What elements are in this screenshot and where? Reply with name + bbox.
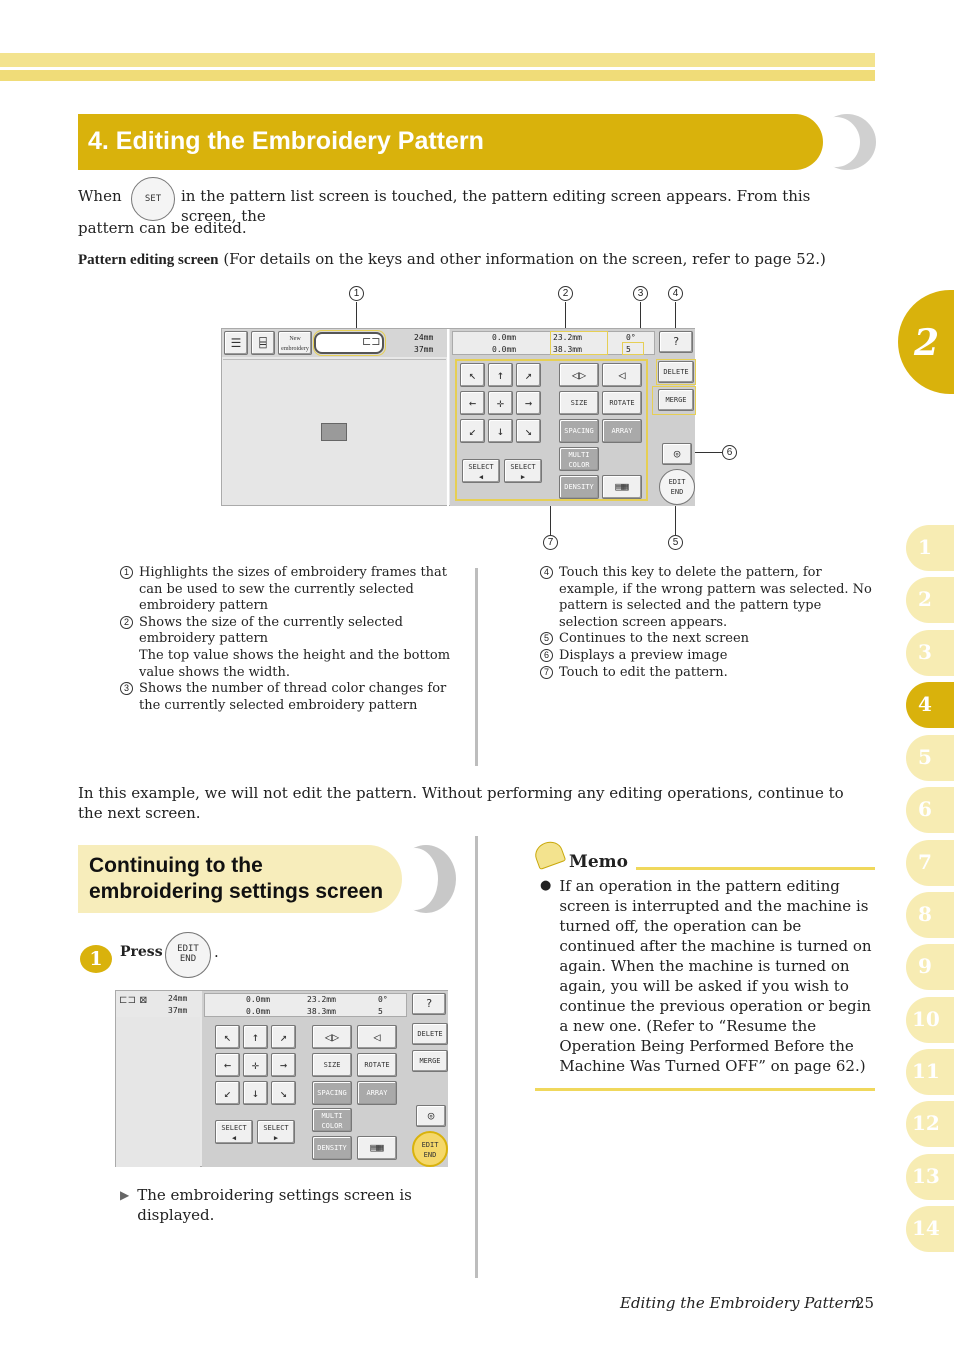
note-2-number: 2 bbox=[120, 616, 133, 629]
chapter-tab-1[interactable]: 1 bbox=[906, 525, 954, 571]
chapter-tab-12[interactable]: 12 bbox=[906, 1101, 954, 1147]
footer-page-number: 25 bbox=[855, 1294, 875, 1312]
small-editing-screen bbox=[115, 990, 448, 1167]
chapter-tab-11[interactable]: 11 bbox=[906, 1049, 954, 1095]
new-embroidery-key[interactable]: New embroidery bbox=[278, 331, 312, 355]
callout-2: 2 bbox=[558, 286, 573, 301]
move-down-key[interactable]: ↓ bbox=[488, 419, 513, 443]
merge-key[interactable]: MERGE bbox=[658, 389, 694, 411]
small-height-value: 24mm bbox=[168, 994, 188, 1003]
note-3-number: 3 bbox=[120, 682, 133, 695]
move-down-left-key[interactable]: ↙ bbox=[460, 419, 485, 443]
note-5 bbox=[540, 631, 876, 648]
move-center-key[interactable]: ✛ bbox=[488, 391, 513, 415]
small-density-key: DENSITY bbox=[312, 1136, 352, 1160]
chapter-number-tab bbox=[898, 290, 954, 394]
memo-label: Memo bbox=[569, 852, 628, 872]
small-multi-color-key: MULTI COLOR bbox=[312, 1108, 352, 1132]
intro-line2: pattern can be edited. bbox=[78, 219, 247, 237]
small-flip-key[interactable]: ◁ bbox=[357, 1025, 397, 1049]
highlight-color-count bbox=[622, 342, 644, 355]
select-left-label: SELECT bbox=[468, 463, 494, 471]
small-width-value: 37mm bbox=[168, 1006, 188, 1015]
select-right-label: SELECT bbox=[510, 463, 536, 471]
edit-end-key-inline: EDIT END bbox=[165, 932, 211, 978]
move-up-right-key[interactable]: ↗ bbox=[516, 363, 541, 387]
intro-bold: Pattern editing screen bbox=[78, 252, 219, 268]
small-left-key[interactable]: ← bbox=[215, 1053, 240, 1077]
page-title-band bbox=[78, 114, 823, 170]
small-help-key[interactable]: ? bbox=[412, 993, 446, 1015]
small-mirror-key[interactable]: ◁▷ bbox=[312, 1025, 352, 1049]
small-down-left-key[interactable]: ↙ bbox=[215, 1081, 240, 1105]
memo-top-rule bbox=[636, 867, 875, 870]
note-5-number: 5 bbox=[540, 632, 553, 645]
pattern-editing-screen bbox=[221, 328, 695, 506]
move-up-left-key[interactable]: ↖ bbox=[460, 363, 485, 387]
note-4-text: Touch this key to delete the pattern, for example, if the wrong pattern was selected. No pattern is selected and the pattern type selection screen appears. bbox=[559, 565, 872, 630]
example-text: In this example, we will not edit the pattern. Without performing any editing operations, continue to the next screen. bbox=[78, 784, 844, 822]
edit-end-key[interactable]: EDIT END bbox=[659, 469, 695, 505]
move-up-key[interactable]: ↑ bbox=[488, 363, 513, 387]
move-right-key[interactable]: → bbox=[516, 391, 541, 415]
highlight-merge bbox=[652, 386, 696, 415]
small-spacing-key: SPACING bbox=[312, 1081, 352, 1105]
intro-detail bbox=[78, 249, 878, 270]
notes-divider bbox=[475, 568, 478, 766]
step-result-text: The embroidering settings screen is displayed. bbox=[137, 1186, 412, 1224]
small-thread-key[interactable]: ▤▦ bbox=[357, 1136, 397, 1160]
color-count-value: 5 bbox=[626, 345, 631, 354]
step-number-badge: 1 bbox=[80, 945, 112, 973]
layout-key[interactable]: ⌸ bbox=[251, 331, 275, 355]
small-size-key[interactable]: SIZE bbox=[312, 1053, 352, 1077]
angle-value: 0° bbox=[626, 333, 636, 342]
small-select-right-key[interactable]: SELECT ▶ bbox=[257, 1120, 295, 1144]
note-4-number: 4 bbox=[540, 566, 553, 579]
leader-6 bbox=[693, 452, 722, 453]
small-right-key[interactable]: → bbox=[271, 1053, 296, 1077]
small-delete-key[interactable]: DELETE bbox=[412, 1023, 448, 1045]
size-height-value: 24mm bbox=[414, 333, 434, 342]
multi-color-key: MULTI COLOR bbox=[559, 447, 599, 471]
step-press: Press bbox=[120, 944, 163, 960]
intro-rest: in the pattern list screen is touched, the pattern editing screen appears. From this screen, the bbox=[181, 187, 811, 225]
small-select-left-key[interactable]: SELECT ◀ bbox=[215, 1120, 253, 1144]
help-key[interactable]: ? bbox=[659, 331, 693, 353]
intro-detail-text: (For details on the keys and other information on the screen, refer to page 52.) bbox=[223, 250, 826, 268]
note-2-detail-text: The top value shows the height and the bottom value shows the width. bbox=[139, 647, 451, 680]
chapter-tab-13[interactable]: 13 bbox=[906, 1154, 954, 1200]
size-width-value: 37mm bbox=[414, 345, 434, 354]
small-rotate-key[interactable]: ROTATE bbox=[357, 1053, 397, 1077]
small-pos-v: 0.0mm bbox=[246, 995, 271, 1004]
select-right-key[interactable]: SELECT ▶ bbox=[504, 459, 542, 483]
memo-bottom-rule bbox=[535, 1088, 875, 1091]
chapter-tab-10[interactable]: 10 bbox=[906, 997, 954, 1043]
size-key[interactable]: SIZE bbox=[559, 391, 599, 415]
memo-bullet-icon: ● bbox=[540, 878, 552, 893]
callout-3: 3 bbox=[633, 286, 648, 301]
chapter-tab-4[interactable]: 4 bbox=[906, 682, 954, 728]
delete-key[interactable]: DELETE bbox=[658, 361, 694, 383]
intro-when: When bbox=[78, 187, 122, 205]
chapter-tab-2[interactable]: 2 bbox=[906, 577, 954, 623]
note-6-text: Displays a preview image bbox=[559, 647, 728, 663]
highlight-frame-sizes bbox=[313, 330, 386, 356]
small-pos-h: 0.0mm bbox=[246, 1007, 271, 1016]
rotate-key[interactable]: ROTATE bbox=[602, 391, 642, 415]
small-up-right-key[interactable]: ↗ bbox=[271, 1025, 296, 1049]
highlight-pattern-size bbox=[550, 331, 608, 355]
list-view-key[interactable]: ☰ bbox=[224, 331, 248, 355]
callout-1: 1 bbox=[349, 286, 364, 301]
chapter-number: 2 bbox=[914, 322, 940, 364]
small-up-key[interactable]: ↑ bbox=[243, 1025, 268, 1049]
note-5-text: Continues to the next screen bbox=[559, 631, 750, 647]
highlight-edit-keys bbox=[455, 359, 648, 501]
small-down-key[interactable]: ↓ bbox=[243, 1081, 268, 1105]
callout-4: 4 bbox=[668, 286, 683, 301]
thread-color-key[interactable]: ▤▦ bbox=[602, 475, 642, 499]
chapter-tab-8[interactable]: 8 bbox=[906, 892, 954, 938]
density-key: DENSITY bbox=[559, 475, 599, 499]
notes-left bbox=[120, 565, 460, 714]
step-result bbox=[120, 1185, 420, 1225]
column-divider bbox=[475, 836, 478, 1278]
callout-7: 7 bbox=[543, 535, 558, 550]
move-down-right-key[interactable]: ↘ bbox=[516, 419, 541, 443]
frame-icons: ⊏⊐ bbox=[362, 335, 381, 348]
small-merge-key[interactable]: MERGE bbox=[412, 1050, 448, 1072]
note-7-number: 7 bbox=[540, 666, 553, 679]
select-left-key[interactable]: SELECT ◀ bbox=[462, 459, 500, 483]
chapter-tab-5[interactable]: 5 bbox=[906, 735, 954, 781]
note-6-number: 6 bbox=[540, 649, 553, 662]
note-2-detail bbox=[120, 648, 460, 681]
small-center-key[interactable]: ✛ bbox=[243, 1053, 268, 1077]
header-stripe-bottom bbox=[0, 70, 875, 81]
small-preview-key[interactable]: ◎ bbox=[416, 1105, 446, 1127]
note-1-number: 1 bbox=[120, 566, 133, 579]
note-7 bbox=[540, 665, 876, 682]
memo-body bbox=[540, 876, 875, 1076]
small-up-left-key[interactable]: ↖ bbox=[215, 1025, 240, 1049]
note-4 bbox=[540, 565, 876, 631]
note-2-text: Shows the size of the currently selected embroidery pattern bbox=[139, 614, 403, 647]
callout-5: 5 bbox=[668, 535, 683, 550]
step-period: . bbox=[214, 943, 219, 961]
small-size-w: 38.3mm bbox=[307, 1007, 336, 1016]
flip-key[interactable]: ◁ bbox=[602, 363, 642, 387]
chapter-tab-6[interactable]: 6 bbox=[906, 787, 954, 833]
note-1 bbox=[120, 565, 460, 615]
small-down-right-key[interactable]: ↘ bbox=[271, 1081, 296, 1105]
pattern-thumbnail-icon bbox=[321, 423, 347, 441]
section-header bbox=[78, 845, 402, 913]
leader-2 bbox=[565, 302, 566, 330]
note-7-text: Touch to edit the pattern. bbox=[559, 664, 728, 680]
small-select-left-label: SELECT bbox=[221, 1124, 247, 1132]
small-left-area bbox=[116, 1017, 200, 1167]
chapter-tab-9[interactable]: 9 bbox=[906, 944, 954, 990]
small-angle: 0° bbox=[378, 995, 388, 1004]
chapter-tab-3[interactable]: 3 bbox=[906, 630, 954, 676]
notes-right bbox=[540, 565, 876, 681]
note-3-text: Shows the number of thread color changes for the currently selected embroidery pattern bbox=[139, 681, 447, 713]
note-3 bbox=[120, 681, 460, 714]
screen-divider bbox=[447, 329, 449, 507]
section-title: Continuing to the embroidering settings screen bbox=[89, 854, 384, 903]
preview-key[interactable]: ◎ bbox=[662, 443, 692, 465]
chapter-tab-14[interactable]: 14 bbox=[906, 1206, 954, 1252]
footer-title: Editing the Embroidery Pattern bbox=[620, 1294, 861, 1312]
pattern-height-value: 23.2mm bbox=[553, 333, 582, 342]
memo-text: If an operation in the pattern editing screen is interrupted and the machine is turned off, the operation can be continued after the machine is turned on again. When the machine is turned on again, you will be asked if you wish to continue the previous operation or begin a new one. (Refer to “Resume the Operation Being Performed Before the Machine Was Turned OFF” on page 62.) bbox=[559, 877, 872, 1075]
array-key: ARRAY bbox=[602, 419, 642, 443]
small-info-strip bbox=[204, 993, 407, 1017]
small-colors: 5 bbox=[378, 1007, 383, 1016]
note-2 bbox=[120, 615, 460, 648]
note-1-text: Highlights the sizes of embroidery frames that can be used to sew the currently selected embroidery pattern bbox=[139, 565, 448, 614]
small-frame-icons: ⊏⊐ ⊠ bbox=[119, 995, 148, 1006]
pos-vertical-value: 0.0mm bbox=[492, 333, 517, 342]
leader-5 bbox=[675, 505, 676, 535]
header-stripe-top bbox=[0, 53, 875, 67]
chapter-tab-7[interactable]: 7 bbox=[906, 840, 954, 886]
move-left-key[interactable]: ← bbox=[460, 391, 485, 415]
page-title: 4. Editing the Embroidery Pattern bbox=[88, 127, 484, 155]
set-key-icon: SET bbox=[131, 177, 175, 221]
small-array-key: ARRAY bbox=[357, 1081, 397, 1105]
memo-bell-icon bbox=[532, 838, 567, 870]
small-select-right-label: SELECT bbox=[263, 1124, 289, 1132]
note-6 bbox=[540, 648, 876, 665]
small-size-h: 23.2mm bbox=[307, 995, 336, 1004]
spacing-key: SPACING bbox=[559, 419, 599, 443]
result-arrow-icon: ▶ bbox=[120, 1188, 130, 1202]
small-edit-end-key[interactable]: EDIT END bbox=[412, 1131, 448, 1167]
highlight-delete bbox=[656, 359, 696, 385]
callout-6: 6 bbox=[722, 445, 737, 460]
pattern-width-value: 38.3mm bbox=[553, 345, 582, 354]
pos-horizontal-value: 0.0mm bbox=[492, 345, 517, 354]
mirror-key[interactable]: ◁▷ bbox=[559, 363, 599, 387]
